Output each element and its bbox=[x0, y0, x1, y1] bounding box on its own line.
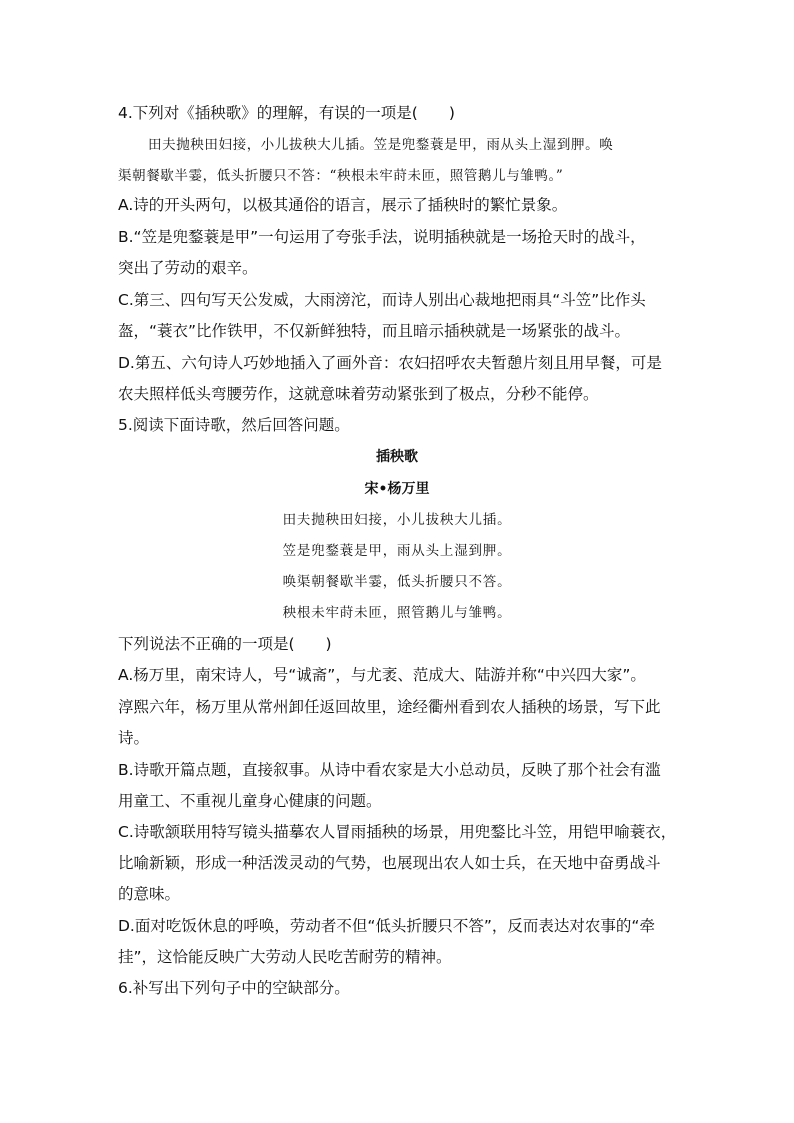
q4-option-b-line-2: 突出了劳动的艰辛。 bbox=[118, 259, 258, 277]
q5-option-c-line-2: 比喻新颖，形成一种活泼灵动的气势，也展现出农人如士兵，在天地中奋勇战斗 bbox=[118, 854, 661, 872]
poem-verse: 秧根未牢莳未匝，照管鹅儿与雏鸭。 bbox=[282, 605, 512, 621]
q5-option-b-line-2: 用童工、不重视儿童身心健康的问题。 bbox=[118, 792, 382, 810]
q4-option-d-line-2: 农夫照样低头弯腰劳作，这就意味着劳动紧张到了极点，分秒不能停。 bbox=[118, 385, 599, 403]
poem-author: 宋•杨万里 bbox=[364, 481, 430, 497]
q5-option-c-line-1: C.诗歌颔联用特写镜头描摹农人冒雨插秧的场景，用兜鍪比斗笠，用铠甲喻蓑衣， bbox=[118, 823, 677, 841]
q4-stem: 4.下列对《插秧歌》的理解，有误的一项是( ) bbox=[118, 104, 455, 122]
q5-option-d-line-2: 挂”，这恰能反映广大劳动人民吃苦耐劳的精神。 bbox=[118, 948, 452, 966]
q5-option-b-line-1: B.诗歌开篇点题，直接叙事。从诗中看农家是大小总动员，反映了那个社会有滥 bbox=[118, 761, 661, 779]
q5-question: 下列说法不正确的一项是( ) bbox=[118, 635, 332, 653]
q4-option-d-line-1: D.第五、六句诗人巧妙地插入了画外音：农妇招呼农夫暂憩片刻且用早餐，可是 bbox=[118, 354, 662, 372]
q5-option-c-line-3: 的意味。 bbox=[118, 885, 181, 903]
q5-option-d-line-1: D.面对吃饭休息的呼唤，劳动者不但“低头折腰只不答”，反而表达对农事的“牵 bbox=[118, 917, 655, 935]
poem-verse: 笠是兜鍪蓑是甲，雨从头上湿到胛。 bbox=[282, 543, 512, 559]
poem-title: 插秧歌 bbox=[376, 449, 418, 465]
q5-option-a-line-3: 诗。 bbox=[118, 729, 150, 747]
q5-option-a-line-1: A.杨万里，南宋诗人，号“诚斋”，与尤袤、范成大、陆游并称“中兴四大家”。 bbox=[118, 666, 646, 684]
q4-option-a: A.诗的开头两句，以极其通俗的语言，展示了插秧时的繁忙景象。 bbox=[118, 196, 568, 214]
q5-option-a-line-2: 淳熙六年，杨万里从常州卸任返回故里，途经衢州看到农人插秧的场景，写下此 bbox=[118, 698, 661, 716]
q6-stem: 6.补写出下列句子中的空缺部分。 bbox=[118, 979, 350, 997]
poem-verse: 唤渠朝餐歇半霎，低头折腰只不答。 bbox=[282, 574, 512, 590]
q4-poem-line-2: 渠朝餐歇半霎，低头折腰只不答：“秧根未牢莳未匝，照管鹅儿与雏鸭。” bbox=[118, 168, 564, 184]
q4-option-c-line-2: 盔，“蓑衣”比作铁甲，不仅新鲜独特，而且暗示插秧就是一场紧张的战斗。 bbox=[118, 322, 631, 340]
q4-poem-line-1: 田夫抛秧田妇接，小儿拔秧大儿插。笠是兜鍪蓑是甲，雨从头上湿到胛。唤 bbox=[148, 137, 614, 153]
q5-stem: 5.阅读下面诗歌，然后回答问题。 bbox=[118, 416, 350, 434]
q4-option-c-line-1: C.第三、四句写天公发威，大雨滂沱，而诗人别出心裁地把雨具“斗笠”比作头 bbox=[118, 291, 646, 309]
poem-verse: 田夫抛秧田妇接，小儿拔秧大儿插。 bbox=[282, 512, 512, 528]
q4-option-b-line-1: B.“笠是兜鍪蓑是甲”一句运用了夸张手法，说明插秧就是一场抢天时的战斗， bbox=[118, 228, 646, 246]
